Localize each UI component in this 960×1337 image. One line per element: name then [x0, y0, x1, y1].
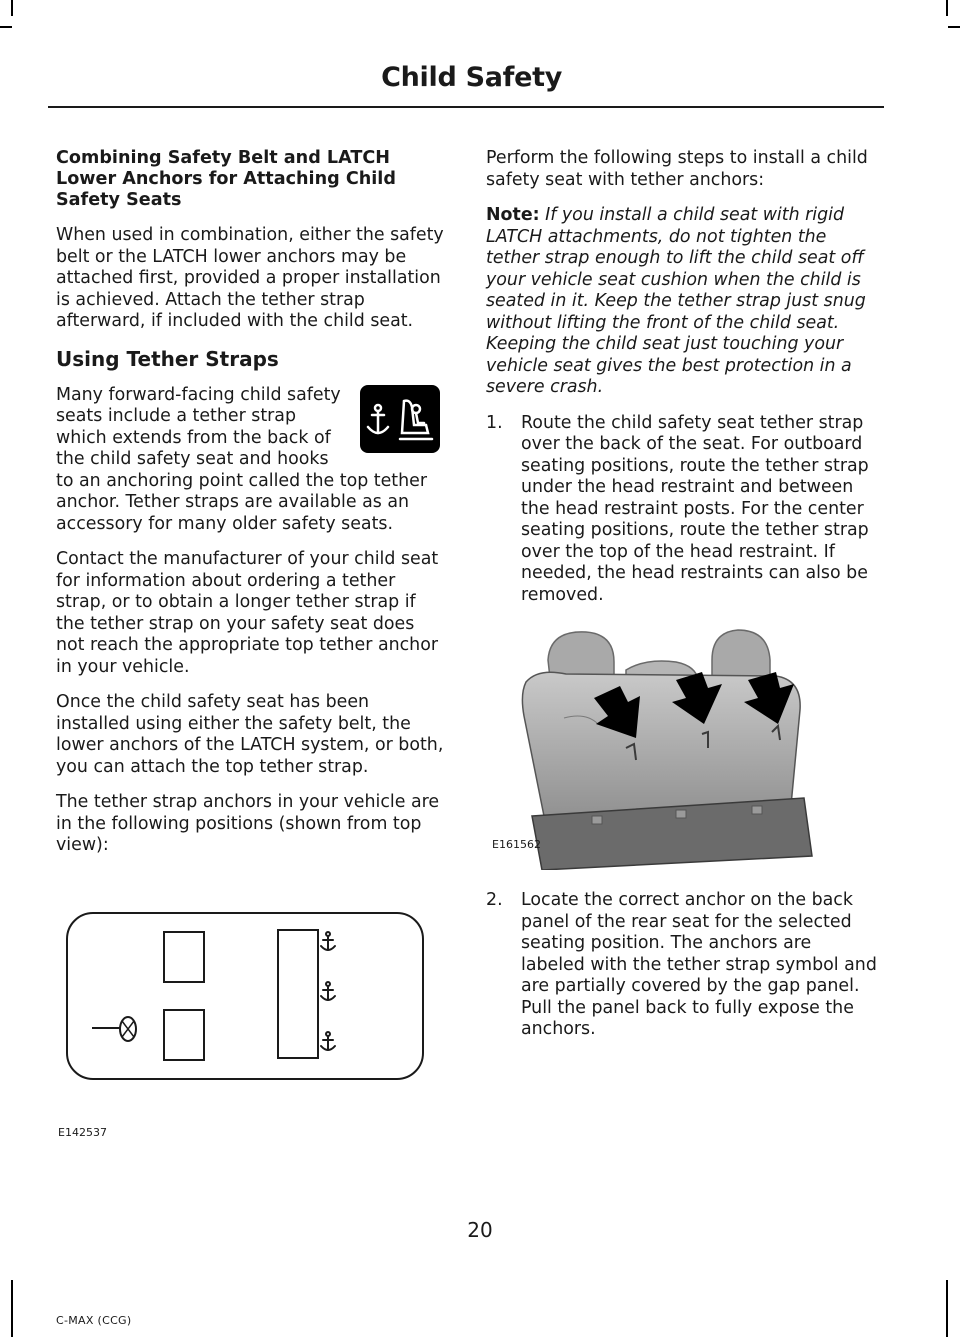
right-column — [486, 148, 880, 1055]
child-seat-anchor-icon — [360, 385, 440, 453]
step-text: Locate the correct anchor on the back panel of the rear seat for the selected seating position. The anchors are labeled with the tether strap symbol and are partially covered by the gap panel. Pull the panel back to fully expose the anchors. — [521, 890, 877, 1039]
header-divider — [48, 106, 884, 108]
crop-mark — [11, 0, 13, 16]
steps-list — [486, 413, 880, 607]
note-label: Note: — [486, 205, 540, 225]
crop-mark — [0, 26, 12, 28]
note-text: If you install a child seat with rigid LATCH attachments, do not tighten the tether strap enough to lift the child seat off your vehicle seat cushion when the child is seated in it. Keep the tether strap just snug without lifting the front of the child seat. Keeping the child seat just touching your vehicle seat gives the best protection in a severe crash. — [486, 205, 866, 397]
left-column — [56, 148, 448, 871]
step-item — [486, 890, 880, 1041]
page-title: Child Safety — [381, 62, 562, 93]
paragraph: Contact the manufacturer of your child seat for information about ordering a tether strap, or to obtain a longer tether strap if the tether strap on your safety seat does not reach the appropriate top tether anchor in your vehicle. — [56, 549, 439, 677]
paragraph: When used in combination, either the safety belt or the LATCH lower anchors may be attached first, provided a proper installation is achieved. Attach the tether strap afterward, if included with the child seat. — [56, 225, 444, 331]
paragraph: The tether strap anchors in your vehicle are in the following positions (shown from top view): — [56, 792, 440, 855]
step-number: 1. — [486, 412, 503, 433]
section-title: Using Tether Straps — [56, 346, 279, 371]
rear-seat-figure — [486, 620, 826, 870]
anchor-position-diagram — [66, 912, 424, 1082]
paragraph-with-icon — [56, 385, 448, 536]
figure-code: E161562 — [492, 838, 541, 851]
paragraph: Once the child safety seat has been installed using either the safety belt, the lower anchors of the LATCH system, or both, you can attach the top tether strap. — [56, 692, 444, 777]
crop-mark — [946, 1280, 948, 1337]
step-text: Route the child safety seat tether strap over the back of the seat. For outboard seating positions, route the tether strap under the head restraint and between the head restraint posts. For the center seating positions, route the tether strap over the top of the head restraint. If needed, the head restraints can also be removed. — [521, 412, 869, 605]
crop-mark — [948, 26, 960, 28]
note — [486, 205, 880, 399]
steps-list — [486, 890, 880, 1041]
paragraph: Perform the following steps to install a child safety seat with tether anchors: — [486, 148, 868, 190]
crop-mark — [11, 1280, 13, 1337]
page-number: 20 — [467, 1218, 493, 1242]
step-item — [486, 413, 880, 607]
step-number: 2. — [486, 890, 503, 910]
figure-code: E142537 — [58, 1126, 107, 1139]
model-label: C-MAX (CCG) — [56, 1314, 132, 1327]
crop-mark — [946, 0, 948, 16]
subheading: Combining Safety Belt and LATCH Lower Anchors for Attaching Child Safety Seats — [56, 148, 396, 210]
paragraph: Many forward-facing child safety seats include a tether strap which extends from the back of the child safety seat and hooks to an anchoring point called the top tether anchor. Tether straps are available as an accessory for many older safety seats. — [56, 384, 427, 534]
